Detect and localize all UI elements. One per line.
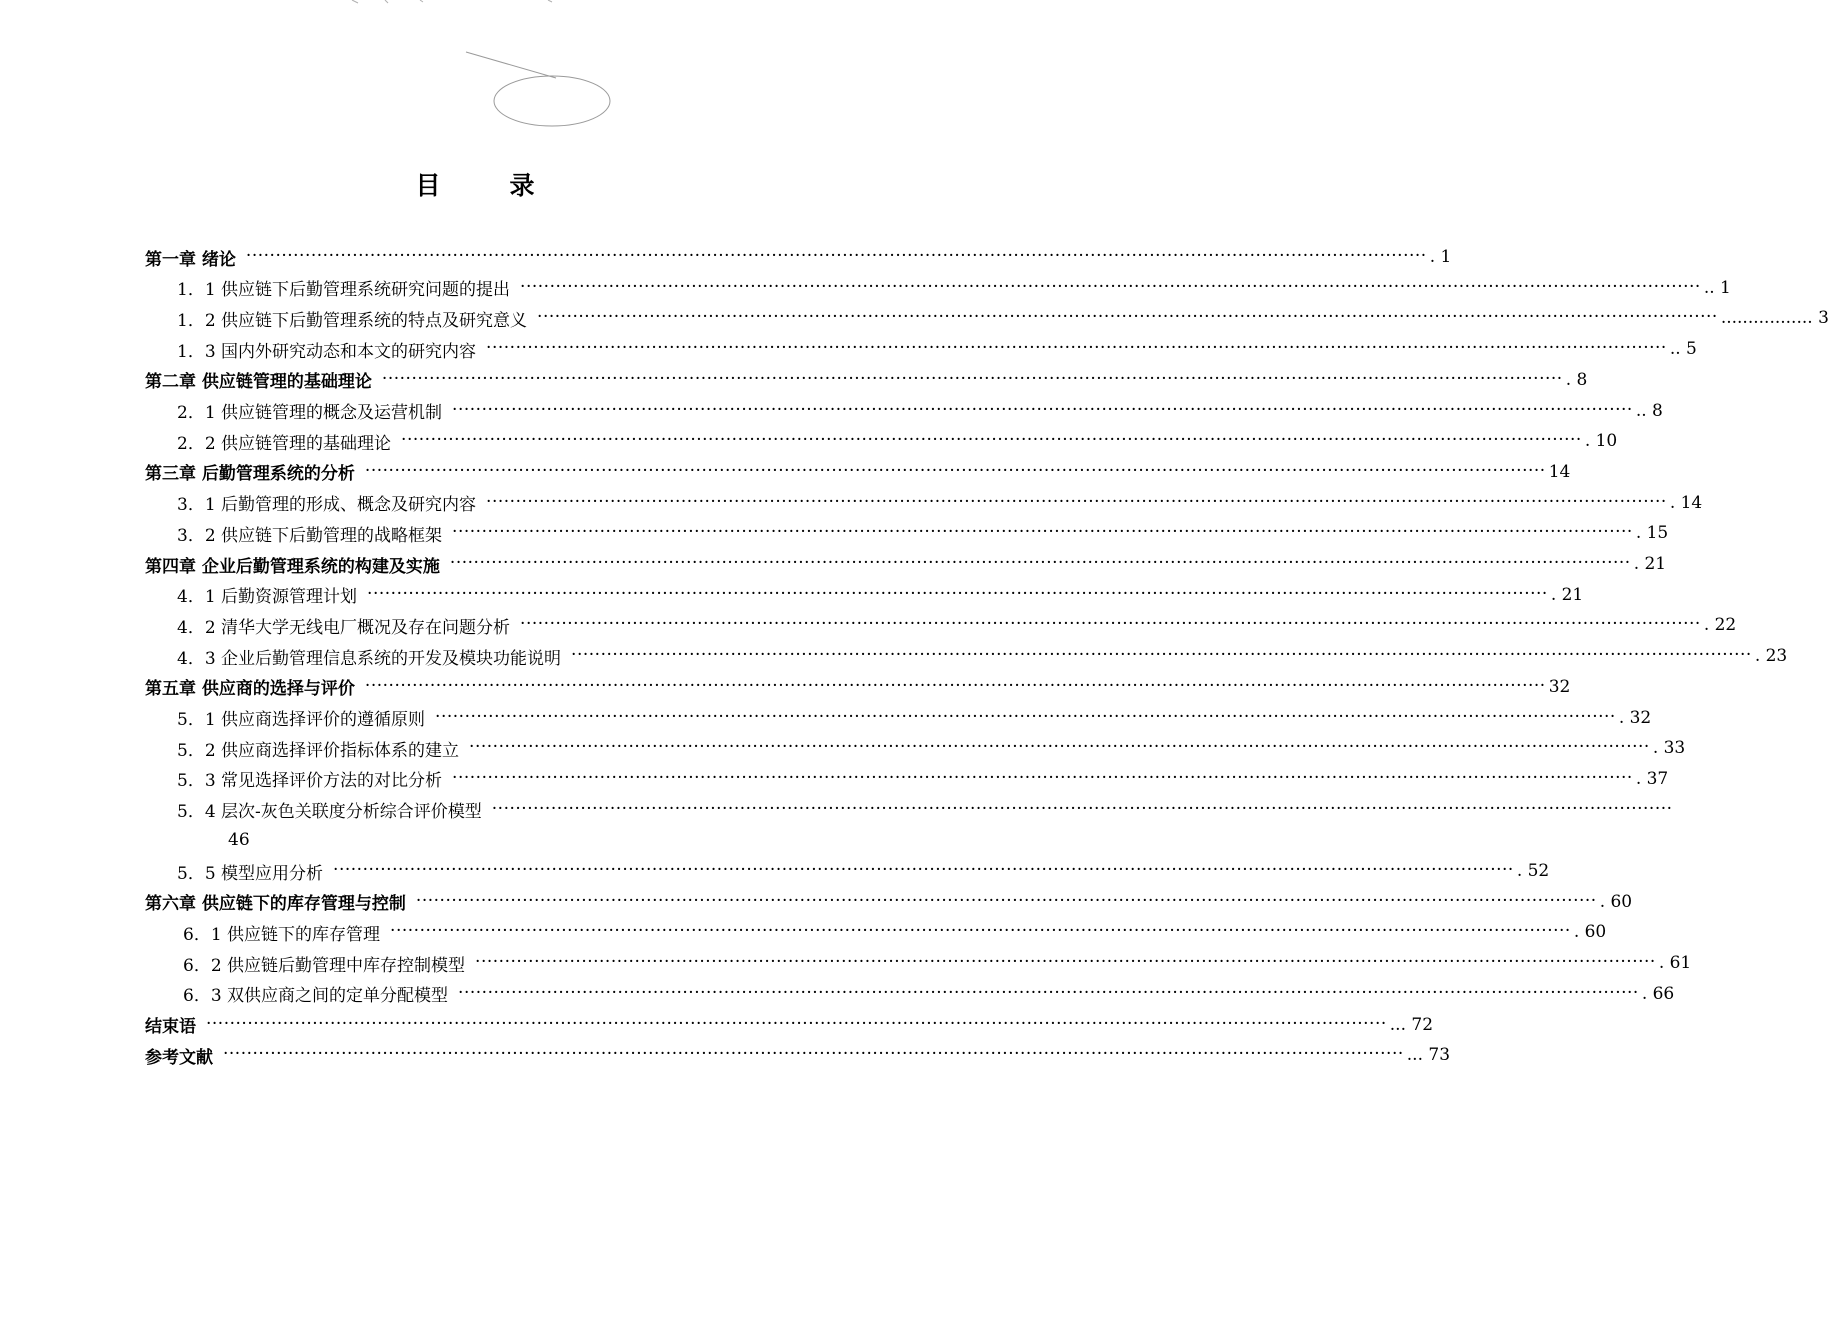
toc-dot-leader: ········································································································································································································ <box>206 1013 1387 1034</box>
page-title: 目 录 <box>415 171 557 200</box>
toc-chapter-entry[interactable] <box>145 672 1571 702</box>
toc-entry-label: 5．1 供应商选择评价的遵循原则 <box>177 710 426 730</box>
toc-chapter-entry[interactable] <box>145 549 1667 579</box>
toc-page-number: . 32 <box>1618 707 1652 728</box>
toc-entry-label: 1．2 供应链下后勤管理系统的特点及研究意义 <box>177 310 528 331</box>
toc-section-entry[interactable] <box>177 518 1669 548</box>
toc-page-number: . 21 <box>1633 554 1667 574</box>
toc-section-entry[interactable] <box>177 580 1584 610</box>
toc-section-entry[interactable] <box>177 334 1697 364</box>
toc-entry-label: 第六章 供应链下的库存管理与控制 <box>145 894 406 915</box>
toc-page-number: . 66 <box>1641 983 1675 1004</box>
toc-dot-leader: ········································································································································································································ <box>223 1044 1404 1065</box>
toc-dot-leader: ········································································································································································································ <box>486 491 1667 512</box>
toc-page-number: . 1 <box>1429 247 1452 267</box>
toc-dot-leader: ········································································································································································································ <box>486 338 1667 359</box>
toc-page-number: . 60 <box>1573 922 1607 943</box>
toc-entry-label: 第三章 后勤管理系统的分析 <box>145 464 355 485</box>
toc-section-entry[interactable] <box>177 733 1686 763</box>
toc-page-number: . 15 <box>1635 523 1669 544</box>
toc-page-number: . 60 <box>1599 891 1633 912</box>
toc-page-number: 14 <box>1548 461 1571 482</box>
toc-dot-leader: ········································································································································································································ <box>491 798 1673 819</box>
toc-chapter-entry[interactable] <box>145 1040 1451 1070</box>
toc-entry-label: 6．2 供应链后勤管理中库存控制模型 <box>183 955 466 976</box>
toc-page-number: 32 <box>1548 676 1571 697</box>
toc-dot-leader: ········································································································································································································ <box>537 307 1718 328</box>
toc-dot-leader: ········································································································································································································ <box>469 737 1650 758</box>
toc-entry-label: 4．1 后勤资源管理计划 <box>177 587 358 608</box>
toc-page-number: . 22 <box>1703 615 1737 636</box>
toc-dot-leader: ········································································································································································································ <box>367 583 1548 604</box>
toc-dot-leader: ········································································································································································································ <box>449 553 1631 573</box>
toc-page-number: ................. 3 <box>1720 308 1829 329</box>
toc-entry-label: 1．3 国内外研究动态和本文的研究内容 <box>177 341 477 362</box>
toc-section-entry[interactable] <box>177 795 1673 825</box>
toc-page-number: . 8 <box>1565 369 1588 390</box>
toc-dot-leader: ········································································································································································································ <box>364 460 1546 481</box>
toc-dot-leader: ········································································································································································································ <box>520 276 1701 297</box>
toc-chapter-entry[interactable] <box>145 242 1452 272</box>
toc-page-number: . 52 <box>1516 861 1550 881</box>
toc-section-entry[interactable] <box>183 979 1675 1009</box>
toc-page-number: . 14 <box>1669 492 1703 513</box>
toc-section-entry[interactable] <box>177 426 1618 456</box>
toc-section-entry[interactable] <box>177 273 1731 303</box>
toc-dot-leader: ········································································································································································································ <box>452 399 1633 420</box>
toc-chapter-entry[interactable] <box>145 887 1633 917</box>
toc-dot-leader: ········································································································································································································ <box>401 430 1582 451</box>
toc-dot-leader: ········································································································································································································ <box>381 368 1563 389</box>
toc-section-entry[interactable] <box>177 703 1652 733</box>
toc-section-entry[interactable] <box>177 856 1550 886</box>
toc-entry-label: 6．3 双供应商之间的定单分配模型 <box>183 986 449 1007</box>
cropped-shape-top <box>352 0 552 3</box>
toc-section-entry[interactable] <box>177 303 1829 333</box>
toc-page-number: .. 1 <box>1703 277 1731 298</box>
toc-chapter-entry[interactable] <box>145 365 1588 395</box>
toc-entry-label: 参考文献 <box>145 1047 213 1068</box>
toc-entry-label: 第四章 企业后勤管理系统的构建及实施 <box>145 556 440 577</box>
toc-page-number: . 21 <box>1550 584 1584 605</box>
toc-dot-leader: ········································································································································································································ <box>475 952 1656 973</box>
toc-entry-label: 1．1 供应链下后勤管理系统研究问题的提出 <box>177 280 511 301</box>
toc-page-number: ... 72 <box>1389 1014 1434 1035</box>
toc-section-entry[interactable] <box>183 917 1607 947</box>
toc-entry-label: 第二章 供应链管理的基础理论 <box>145 372 372 393</box>
toc-section-entry[interactable] <box>177 488 1703 518</box>
toc-dot-leader: ········································································································································································································ <box>435 706 1616 727</box>
toc-entry-label: 4．2 清华大学无线电厂概况及存在问题分析 <box>177 617 511 638</box>
toc-entry-label: 4．3 企业后勤管理信息系统的开发及模块功能说明 <box>177 648 562 669</box>
toc-dot-leader: ········································································································································································································ <box>245 246 1427 266</box>
toc-entry-label: 2．2 供应链管理的基础理论 <box>177 433 392 454</box>
toc-dot-leader: ········································································································································································································ <box>390 921 1571 942</box>
toc-dot-leader: ········································································································································································································ <box>452 522 1633 543</box>
toc-dot-leader: ········································································································································································································ <box>520 614 1701 635</box>
toc-section-entry[interactable] <box>177 396 1663 426</box>
toc-entry-label: 5．5 模型应用分析 <box>177 863 324 884</box>
toc-entry-label: 2．1 供应链管理的概念及运营机制 <box>177 403 443 423</box>
toc-entry-label: 第五章 供应商的选择与评价 <box>145 679 355 700</box>
toc-page-number: . 33 <box>1652 738 1686 759</box>
toc-page-number-wrapped: 46 <box>228 830 250 851</box>
toc-page-number: . 61 <box>1658 953 1692 974</box>
toc-entry-label: 5．4 层次-灰色关联度分析综合评价模型 <box>177 802 482 823</box>
header-decoration <box>0 0 950 140</box>
toc-dot-leader: ········································································································································································································ <box>364 675 1546 696</box>
toc-entry-label: 3．1 后勤管理的形成、概念及研究内容 <box>177 495 477 516</box>
toc-section-entry[interactable] <box>177 641 1788 671</box>
toc-page-number: .. 8 <box>1635 400 1663 421</box>
toc-entry-label: 第一章 绪论 <box>145 249 236 270</box>
toc-entry-label: 6．1 供应链下的库存管理 <box>183 924 381 945</box>
toc-page-number: .. 5 <box>1669 339 1697 360</box>
toc-chapter-entry[interactable] <box>145 1010 1434 1040</box>
toc-entry-label: 5．3 常见选择评价方法的对比分析 <box>177 771 443 792</box>
toc-entry-label: 结束语 <box>145 1017 196 1037</box>
callout-pointer-line <box>466 52 556 78</box>
toc-dot-leader: ········································································································································································································ <box>415 890 1597 911</box>
toc-section-entry[interactable] <box>183 948 1692 978</box>
toc-dot-leader: ········································································································································································································ <box>333 860 1514 880</box>
toc-dot-leader: ········································································································································································································ <box>452 767 1633 788</box>
toc-page-number: . 10 <box>1584 431 1618 452</box>
toc-page-number: . 23 <box>1754 646 1788 667</box>
callout-ellipse <box>494 76 610 126</box>
toc-page-number: . 37 <box>1635 768 1669 789</box>
toc-dot-leader: ········································································································································································································ <box>458 982 1639 1003</box>
toc-page-number: ... 73 <box>1406 1045 1451 1066</box>
toc-entry-label: 3．2 供应链下后勤管理的战略框架 <box>177 525 443 546</box>
toc-section-entry[interactable] <box>177 764 1669 794</box>
toc-section-entry[interactable] <box>177 610 1737 640</box>
toc-entry-label: 5．2 供应商选择评价指标体系的建立 <box>177 740 460 761</box>
toc-chapter-entry[interactable] <box>145 457 1571 487</box>
toc-dot-leader: ········································································································································································································ <box>571 645 1752 666</box>
